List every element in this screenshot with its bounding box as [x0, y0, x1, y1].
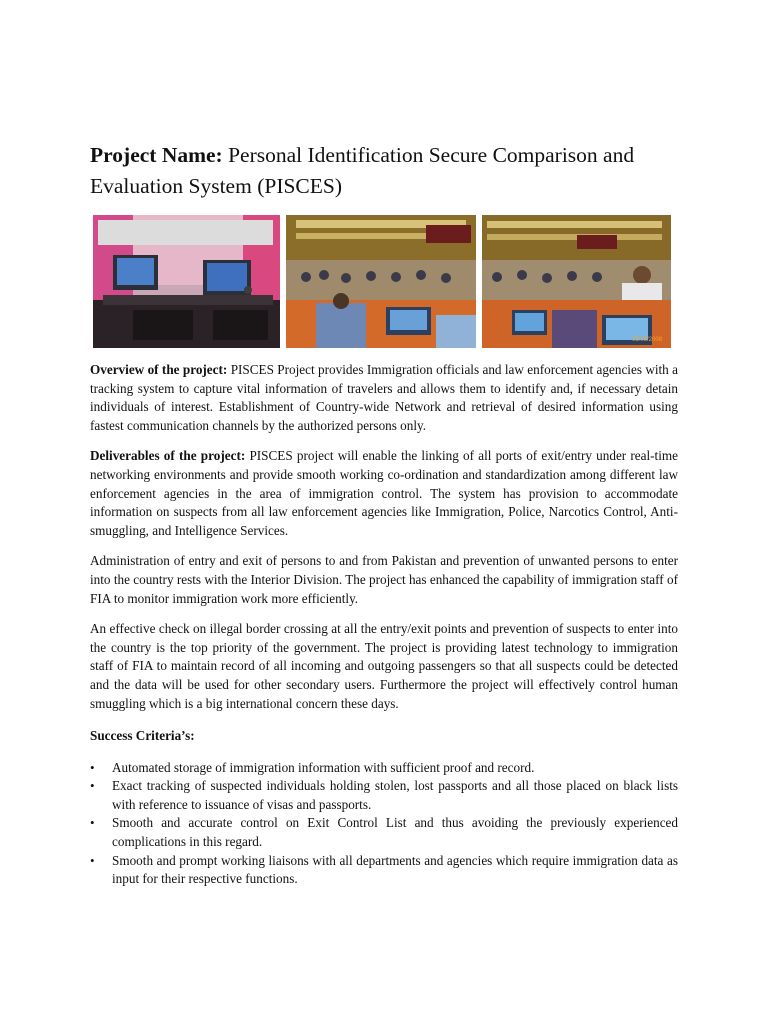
list-item: • Automated storage of immigration information with sufficient proof and record.	[90, 759, 678, 778]
success-criteria-list	[90, 759, 678, 889]
deliverables-text: PISCES project will enable the linking of all ports of exit/entry under real-time networking environments and provide smooth working co-ordination and standardization among different law enforcement agencies in the area of immigration control. The system has provision to accommodate information on suspects from all law enforcement agencies like Immigration, Police, Narcotics Control, Anti-smuggling, and Intelligence Services.	[90, 448, 678, 538]
document-body	[90, 361, 678, 889]
deliverables-paragraph	[90, 447, 678, 540]
list-item: • Smooth and accurate control on Exit Control List and thus avoiding the previously experienced complications in this regard.	[90, 814, 678, 851]
deliverables-label: Deliverables of the project:	[90, 448, 246, 464]
photo-date-stamp: 03/08/2008	[632, 337, 663, 343]
project-title	[90, 140, 678, 202]
overview-text: PISCES Project provides Immigration officials and law enforcement agencies with a tracking system to capture vital information of travelers and allows them to identify and, if necessary detain individuals of interest. Establishment of Country-wide Network and retrieval of desired information using fastest communication channels by the authorized persons only.	[90, 362, 678, 433]
overview-paragraph	[90, 361, 678, 435]
immigration-counter-photo-1	[286, 215, 476, 348]
immigration-counter-photo-2	[482, 215, 671, 348]
overview-label: Overview of the project:	[90, 362, 228, 377]
photo-strip	[93, 215, 671, 348]
administration-paragraph: Administration of entry and exit of persons to and from Pakistan and prevention of unwanted persons to enter into the country rests with the Interior Division. The project has enhanced the capability of immigration staff of FIA to monitor immigration work more efficiently.	[90, 553, 678, 606]
project-name-text: Personal Identification Secure Comparison and Evaluation System (PISCES)	[90, 143, 635, 198]
project-name-label: Project Name:	[90, 143, 223, 167]
border-check-paragraph: An effective check on illegal border crossing at all the entry/exit points and prevention of suspects to enter into the country is the top priority of the government. The project is providing latest technology to immigration staff of FIA to maintain record of all incoming and outgoing passengers so that all suspects could be detected and the data will be used for other secondary users. Furthermore the project will effectively control human smuggling which is a big international concern these days.	[90, 621, 678, 711]
workstation-photo	[93, 215, 280, 348]
success-criteria-heading: Success Criteria’s:	[90, 728, 195, 744]
list-item: • Smooth and prompt working liaisons with all departments and agencies which require immigration data as input for their respective functions.	[90, 852, 678, 889]
list-item: • Exact tracking of suspected individuals holding stolen, lost passports and all those placed on black lists with reference to issuance of visas and passports.	[90, 777, 678, 814]
